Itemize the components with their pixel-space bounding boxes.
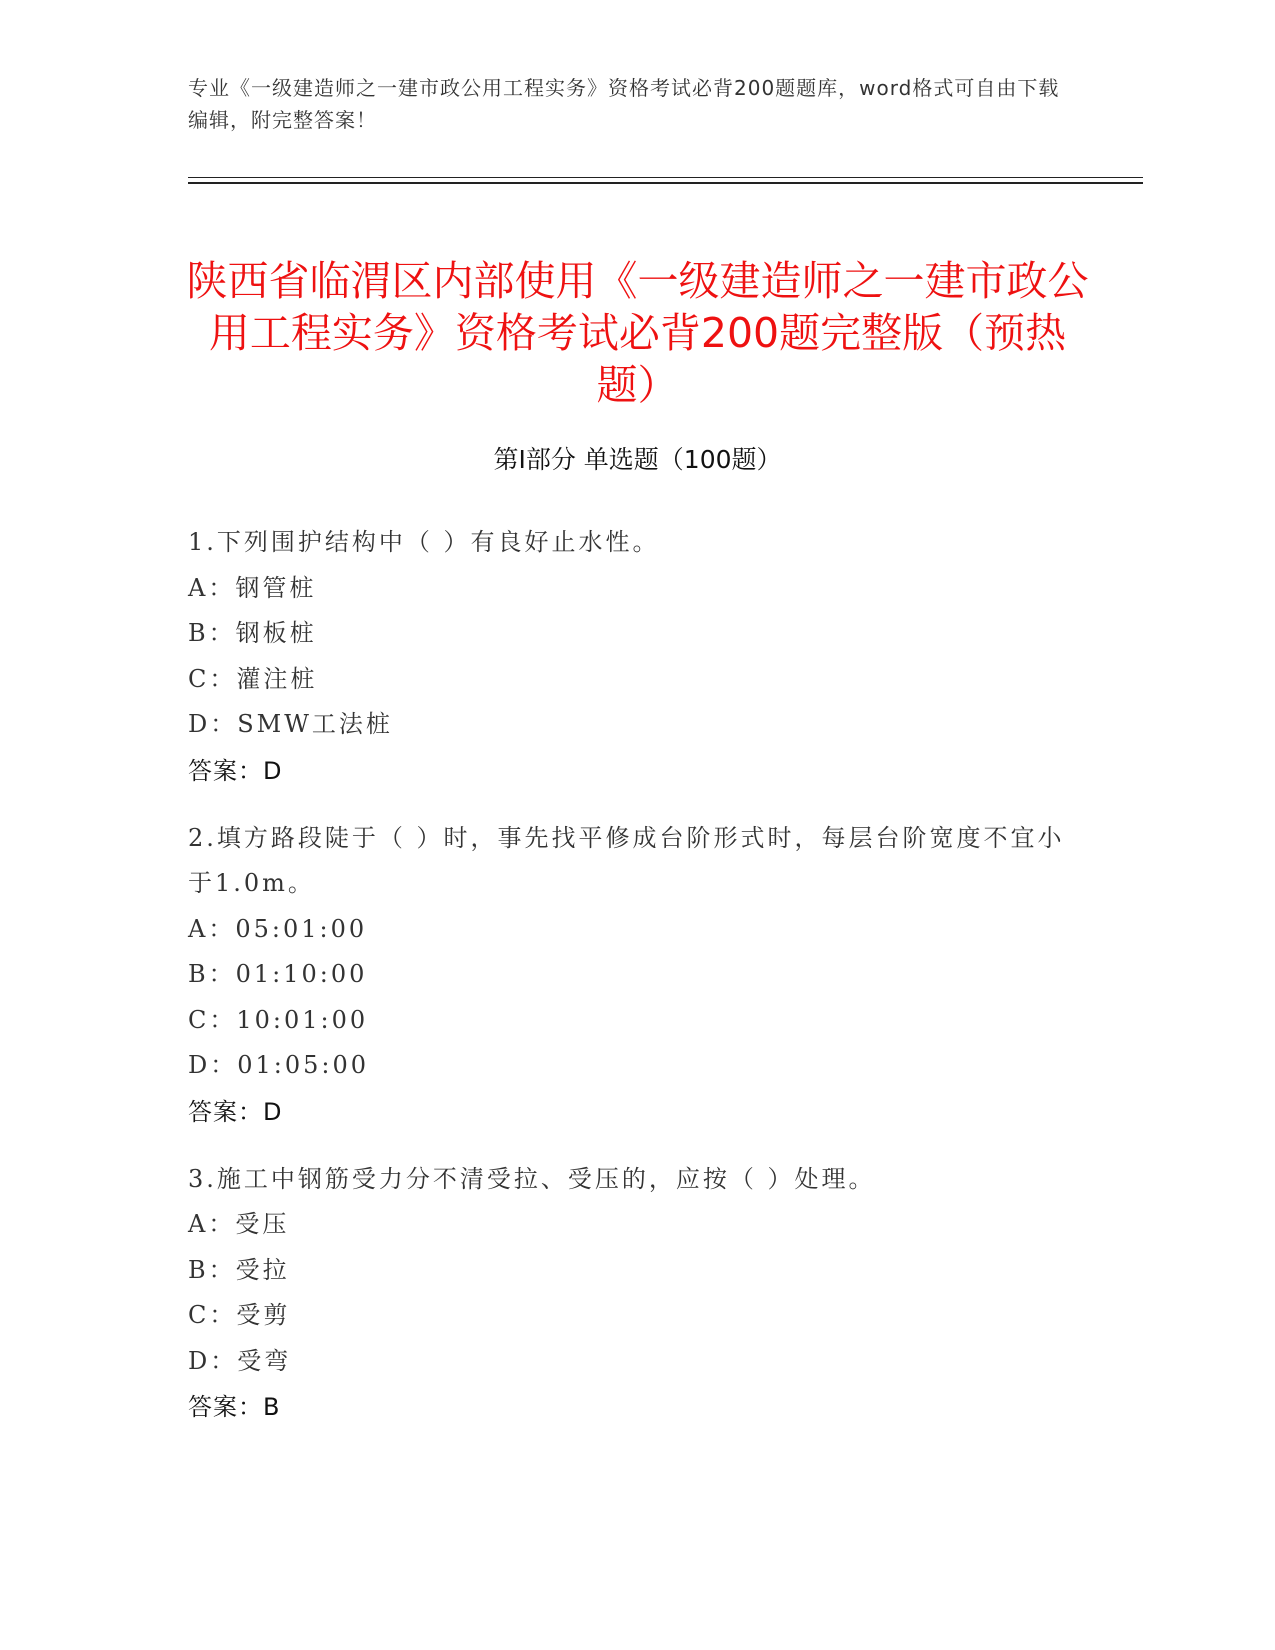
option-c: C：灌注桩 [188, 664, 318, 693]
answer: 答案：D [188, 1097, 283, 1126]
question-3 [188, 1157, 1068, 1431]
option-c: C：10:01:00 [188, 1005, 369, 1034]
question-2 [188, 816, 1068, 1135]
document-title: 陕西省临渭区内部使用《一级建造师之一建市政公用工程实务》资格考试必背200题完整版（预热题） [186, 257, 1089, 410]
option-d: D：01:05:00 [188, 1051, 370, 1079]
question-stem: 2.填方路段陡于（ ）时，事先找平修成台阶形式时，每层台阶宽度不宜小于1.0m。 [188, 823, 1065, 897]
header-divider-thick [188, 182, 1143, 184]
option-b: B：钢板桩 [188, 619, 317, 647]
question-list [188, 520, 1068, 1452]
option-d: D：SMW工法桩 [188, 710, 393, 738]
section-heading: 第I部分 单选题（100题） [493, 445, 782, 474]
option-a: A：受压 [188, 1210, 290, 1238]
answer: 答案：B [188, 1393, 281, 1421]
question-stem: 3.施工中钢筋受力分不清受拉、受压的，应按（ ）处理。 [188, 1164, 876, 1193]
option-a: A：05:01:00 [188, 914, 368, 943]
option-d: D：受弯 [188, 1346, 292, 1375]
question-1 [188, 520, 1068, 794]
option-c: C：受剪 [188, 1301, 291, 1329]
option-b: B：受拉 [188, 1255, 290, 1284]
option-b: B：01:10:00 [188, 960, 368, 988]
header-note: 专业《一级建造师之一建市政公用工程实务》资格考试必背200题题库，word格式可自由下载编辑，附完整答案！ [188, 76, 1060, 132]
question-stem: 1.下列围护结构中（ ）有良好止水性。 [188, 528, 660, 556]
answer: 答案：D [188, 756, 283, 785]
option-a: A：钢管桩 [188, 573, 317, 602]
header-divider-thin [188, 177, 1143, 178]
